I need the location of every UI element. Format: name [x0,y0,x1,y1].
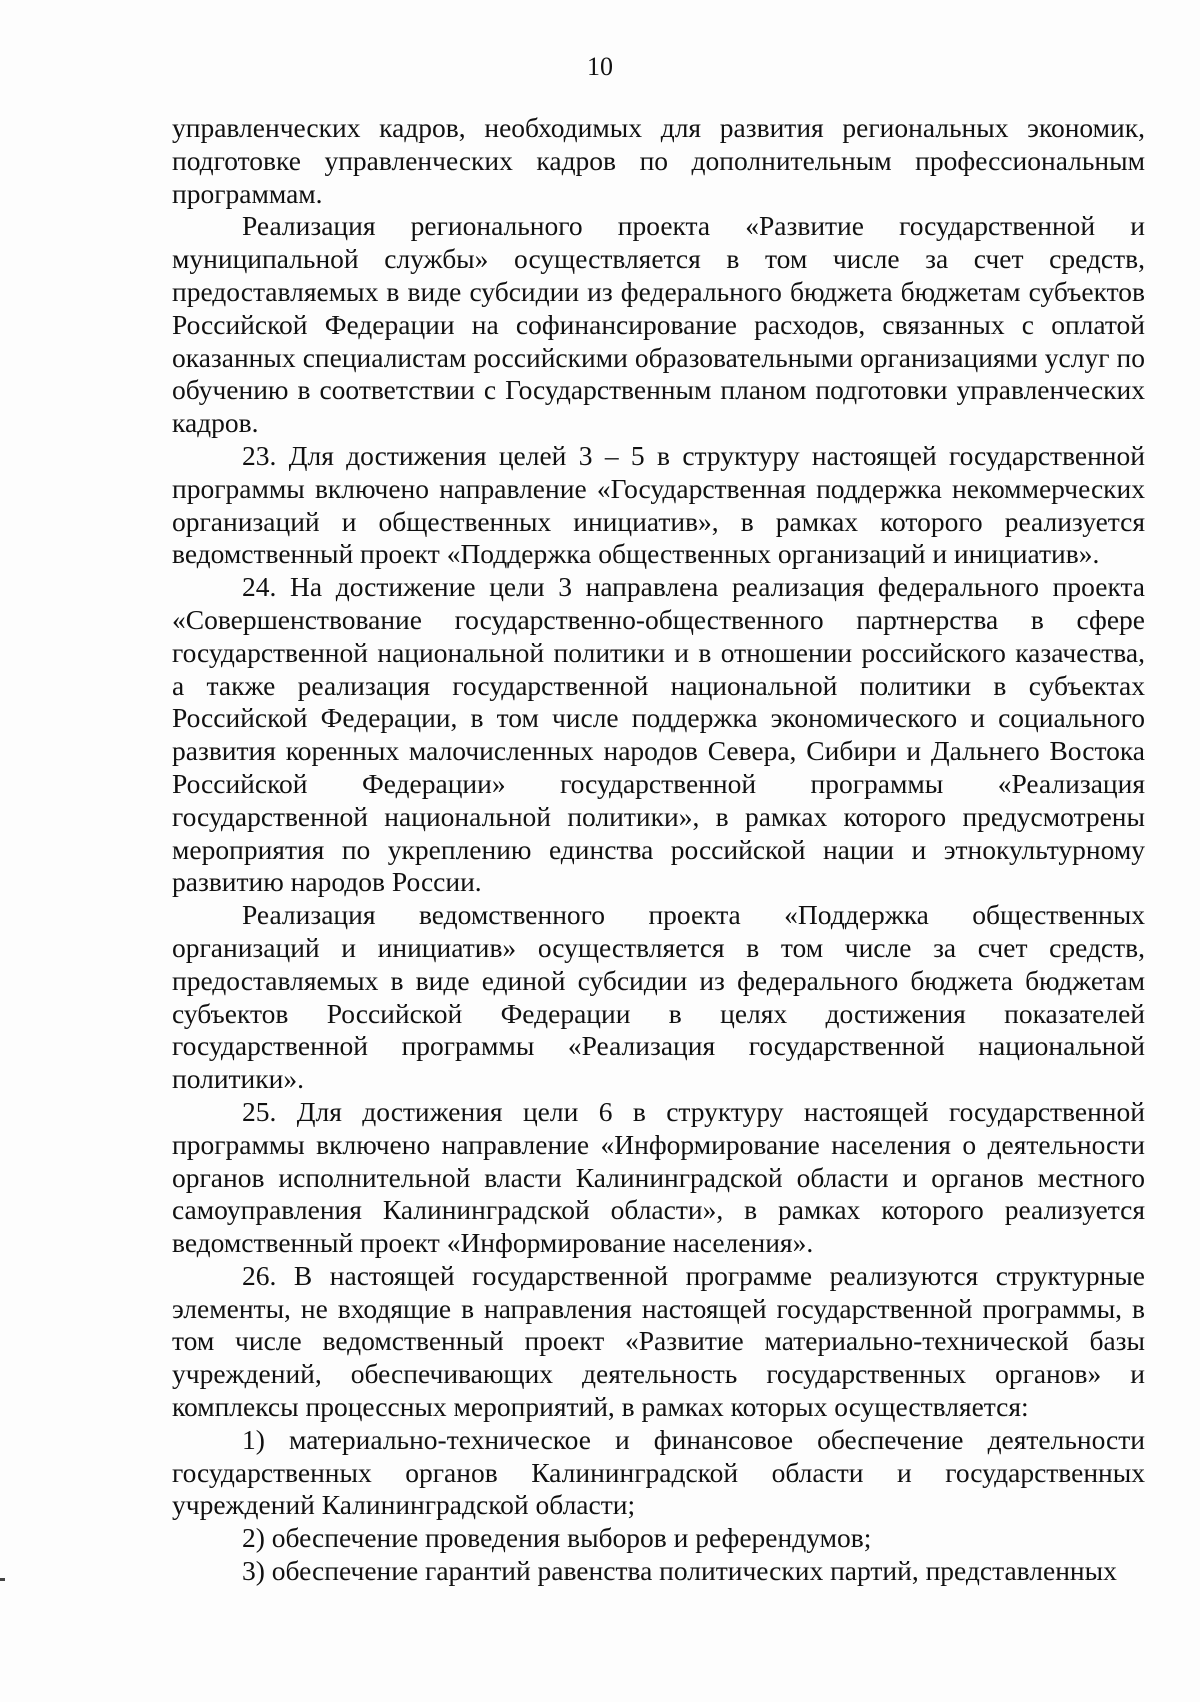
paragraph-continuation: управленческих кадров, необходимых для развития региональных экономик, подготовке управленческих кадров по дополнительным профессиональным программам. [172,112,1145,209]
list-item-2: 2) обеспечение проведения выборов и референдумов; [242,1522,872,1554]
scan-mark [0,1578,5,1581]
document-body [172,112,1145,1588]
paragraph-item-25: 25. Для достижения цели 6 в структуру настоящей государственной программы включено направление «Информирование населения о деятельности органов исполнительной власти Калининградской области и органов местного самоуправления Калининградской области», в рамках которого реализуется ведомственный проект «Информирование населения». [172,1095,1145,1259]
list-item-1: 1) материально-техническое и финансовое обеспечение деятельности государственных органов Калининградской области и государственных учреждений Калининградской области; [172,1423,1145,1521]
paragraph-regional-project: Реализация регионального проекта «Развитие государственной и муниципальной службы» осуществляется в том числе за счет средств, предоставляемых в виде субсидии из федерального бюджета бюджетам субъектов Российской Федерации на софинансирование расходов, связанных с оплатой оказанных специалистам российскими образовательными организациями услуг по обучению в соответствии с Государственным планом подготовки управленческих кадров. [172,210,1145,439]
list-item-3: 3) обеспечение гарантий равенства политических партий, представленных [242,1555,1117,1587]
page-number: 10 [587,52,613,81]
paragraph-item-24: 24. На достижение цели 3 направлена реализация федерального проекта «Совершенствование государственно-общественного партнерства в сфере государственной национальной политики и в отношении российского казачества, а также реализация государственной национальной политики в субъектах Российской Федерации, в том числе поддержка экономического и социального развития коренных малочисленных народов Севера, Сибири и Дальнего Востока Российской Федерации» государственной программы «Реализация государственной национальной политики», в рамках которого предусмотрены мероприятия по укреплению единства российской нации и этнокультурному развитию народов России. [172,571,1145,898]
paragraph-item-26: 26. В настоящей государственной программе реализуются структурные элементы, не входящие в направления настоящей государственной программы, в том числе ведомственный проект «Развитие материально-технической базы учреждений, обеспечивающих деятельность государственных органов» и комплексы процессных мероприятий, в рамках которых осуществляется: [172,1259,1145,1423]
paragraph-departmental-project: Реализация ведомственного проекта «Поддержка общественных организаций и инициатив» осуществляется в том числе за счет средств, предоставляемых в виде единой субсидии из федерального бюджета бюджетам субъектов Российской Федерации в целях достижения показателей государственной программы «Реализация государственной национальной политики». [172,899,1145,1095]
paragraph-item-23: 23. Для достижения целей 3 – 5 в структуру настоящей государственной программы включено направление «Государственная поддержка некоммерческих организаций и общественных инициатив», в рамках которого реализуется ведомственный проект «Поддержка общественных организаций и инициатив». [172,439,1145,570]
